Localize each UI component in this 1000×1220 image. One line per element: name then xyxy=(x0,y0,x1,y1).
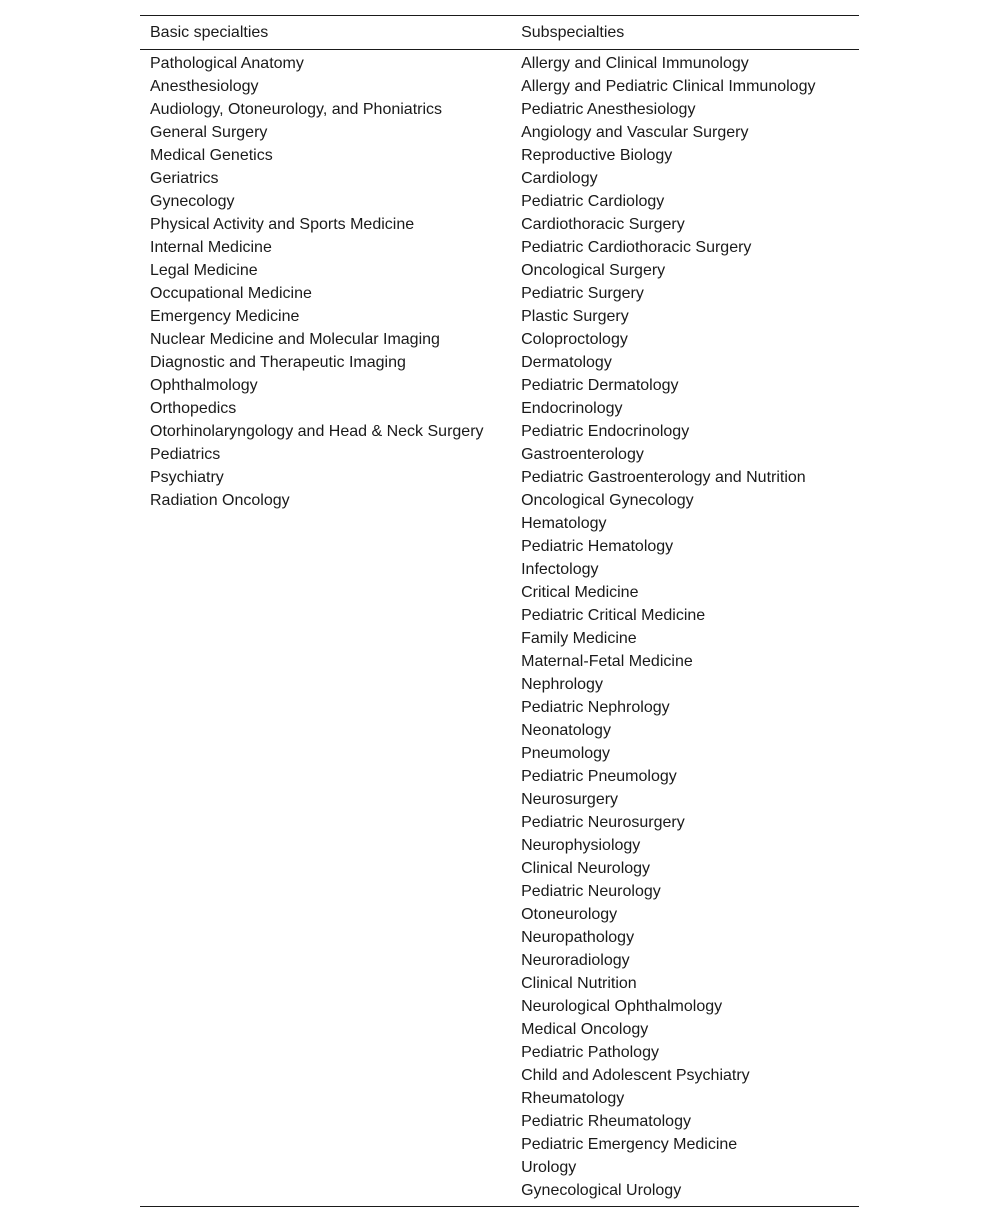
subspecialty-item: Cardiology xyxy=(521,170,598,187)
subspecialty-item: Rheumatology xyxy=(521,1090,625,1107)
basic-specialty-item: Internal Medicine xyxy=(150,239,272,256)
subspecialty-item: Pediatric Emergency Medicine xyxy=(521,1136,738,1153)
basic-specialty-item: Nuclear Medicine and Molecular Imaging xyxy=(150,331,440,348)
subspecialty-item: Neuroradiology xyxy=(521,952,630,969)
subspecialty-item: Neurosurgery xyxy=(521,791,619,808)
header-row xyxy=(140,16,859,50)
specialties-table-container xyxy=(140,15,859,1207)
subspecialty-item: Pediatric Gastroenterology and Nutrition xyxy=(521,469,806,486)
table-row xyxy=(140,50,859,1207)
subspecialty-item: Critical Medicine xyxy=(521,584,639,601)
basic-specialty-item: Audiology, Otoneurology, and Phoniatrics xyxy=(150,101,443,118)
subspecialty-item: Endocrinology xyxy=(521,400,623,417)
subspecialty-item: Oncological Surgery xyxy=(521,262,666,279)
basic-specialty-item: Gynecology xyxy=(150,193,235,210)
subspecialty-item: Clinical Nutrition xyxy=(521,975,637,992)
subspecialty-item: Pediatric Cardiology xyxy=(521,193,665,210)
subspecialty-item: Child and Adolescent Psychiatry xyxy=(521,1067,750,1084)
table-body xyxy=(140,50,859,1207)
subspecialty-item: Pediatric Critical Medicine xyxy=(521,607,706,624)
table-header xyxy=(140,16,859,50)
basic-specialty-item: Legal Medicine xyxy=(150,262,258,279)
subspecialty-item: Otoneurology xyxy=(521,906,618,923)
subspecialty-item: Coloproctology xyxy=(521,331,628,348)
subspecialty-item: Pediatric Pathology xyxy=(521,1044,659,1061)
subspecialty-item: Pediatric Dermatology xyxy=(521,377,679,394)
subspecialty-item: Hematology xyxy=(521,515,607,532)
subspecialty-item: Pediatric Rheumatology xyxy=(521,1113,691,1130)
specialties-table xyxy=(140,15,859,1207)
basic-specialty-item: Pathological Anatomy xyxy=(150,55,304,72)
subspecialty-item: Pediatric Anesthesiology xyxy=(521,101,696,118)
subspecialty-item: Pediatric Neurosurgery xyxy=(521,814,685,831)
basic-specialty-item: Diagnostic and Therapeutic Imaging xyxy=(150,354,406,371)
subspecialty-item: Pediatric Cardiothoracic Surgery xyxy=(521,239,752,256)
basic-specialty-item: Geriatrics xyxy=(150,170,219,187)
basic-specialty-item: Occupational Medicine xyxy=(150,285,312,302)
subspecialties-cell xyxy=(511,50,859,1207)
subspecialty-item: Nephrology xyxy=(521,676,603,693)
basic-specialties-list xyxy=(150,52,501,512)
basic-specialty-item: Psychiatry xyxy=(150,469,224,486)
subspecialty-item: Pediatric Neurology xyxy=(521,883,661,900)
subspecialty-item: Gynecological Urology xyxy=(521,1182,682,1199)
basic-specialty-item: Anesthesiology xyxy=(150,78,259,95)
basic-specialty-item: Emergency Medicine xyxy=(150,308,300,325)
subspecialty-item: Pediatric Endocrinology xyxy=(521,423,690,440)
subspecialty-item: Reproductive Biology xyxy=(521,147,673,164)
header-subspecialties: Subspecialties xyxy=(511,16,859,50)
subspecialty-item: Gastroenterology xyxy=(521,446,644,463)
subspecialty-item: Maternal-Fetal Medicine xyxy=(521,653,693,670)
basic-specialty-item: Medical Genetics xyxy=(150,147,273,164)
subspecialty-item: Pediatric Pneumology xyxy=(521,768,677,785)
subspecialty-item: Pediatric Surgery xyxy=(521,285,644,302)
subspecialty-item: Medical Oncology xyxy=(521,1021,649,1038)
subspecialty-item: Neuropathology xyxy=(521,929,635,946)
basic-specialty-item: Radiation Oncology xyxy=(150,492,290,509)
subspecialty-item: Oncological Gynecology xyxy=(521,492,694,509)
basic-specialty-item: Otorhinolaryngology and Head & Neck Surgery xyxy=(150,423,484,440)
subspecialty-item: Urology xyxy=(521,1159,577,1176)
subspecialty-item: Pediatric Hematology xyxy=(521,538,674,555)
subspecialty-item: Allergy and Pediatric Clinical Immunology xyxy=(521,78,816,95)
subspecialty-item: Neurological Ophthalmology xyxy=(521,998,723,1015)
subspecialty-item: Clinical Neurology xyxy=(521,860,651,877)
header-basic-specialties: Basic specialties xyxy=(140,16,511,50)
subspecialty-item: Cardiothoracic Surgery xyxy=(521,216,685,233)
basic-specialty-item: Orthopedics xyxy=(150,400,237,417)
subspecialty-item: Neonatology xyxy=(521,722,611,739)
subspecialty-item: Dermatology xyxy=(521,354,612,371)
subspecialty-item: Angiology and Vascular Surgery xyxy=(521,124,749,141)
subspecialty-item: Pediatric Nephrology xyxy=(521,699,670,716)
subspecialties-list xyxy=(521,52,849,1202)
basic-specialty-item: Pediatrics xyxy=(150,446,221,463)
subspecialty-item: Pneumology xyxy=(521,745,611,762)
subspecialty-item: Allergy and Clinical Immunology xyxy=(521,55,749,72)
basic-specialty-item: General Surgery xyxy=(150,124,268,141)
subspecialty-item: Plastic Surgery xyxy=(521,308,629,325)
subspecialty-item: Family Medicine xyxy=(521,630,637,647)
subspecialty-item: Neurophysiology xyxy=(521,837,641,854)
basic-specialty-item: Physical Activity and Sports Medicine xyxy=(150,216,415,233)
basic-specialties-cell xyxy=(140,50,511,1207)
basic-specialty-item: Ophthalmology xyxy=(150,377,258,394)
subspecialty-item: Infectology xyxy=(521,561,599,578)
